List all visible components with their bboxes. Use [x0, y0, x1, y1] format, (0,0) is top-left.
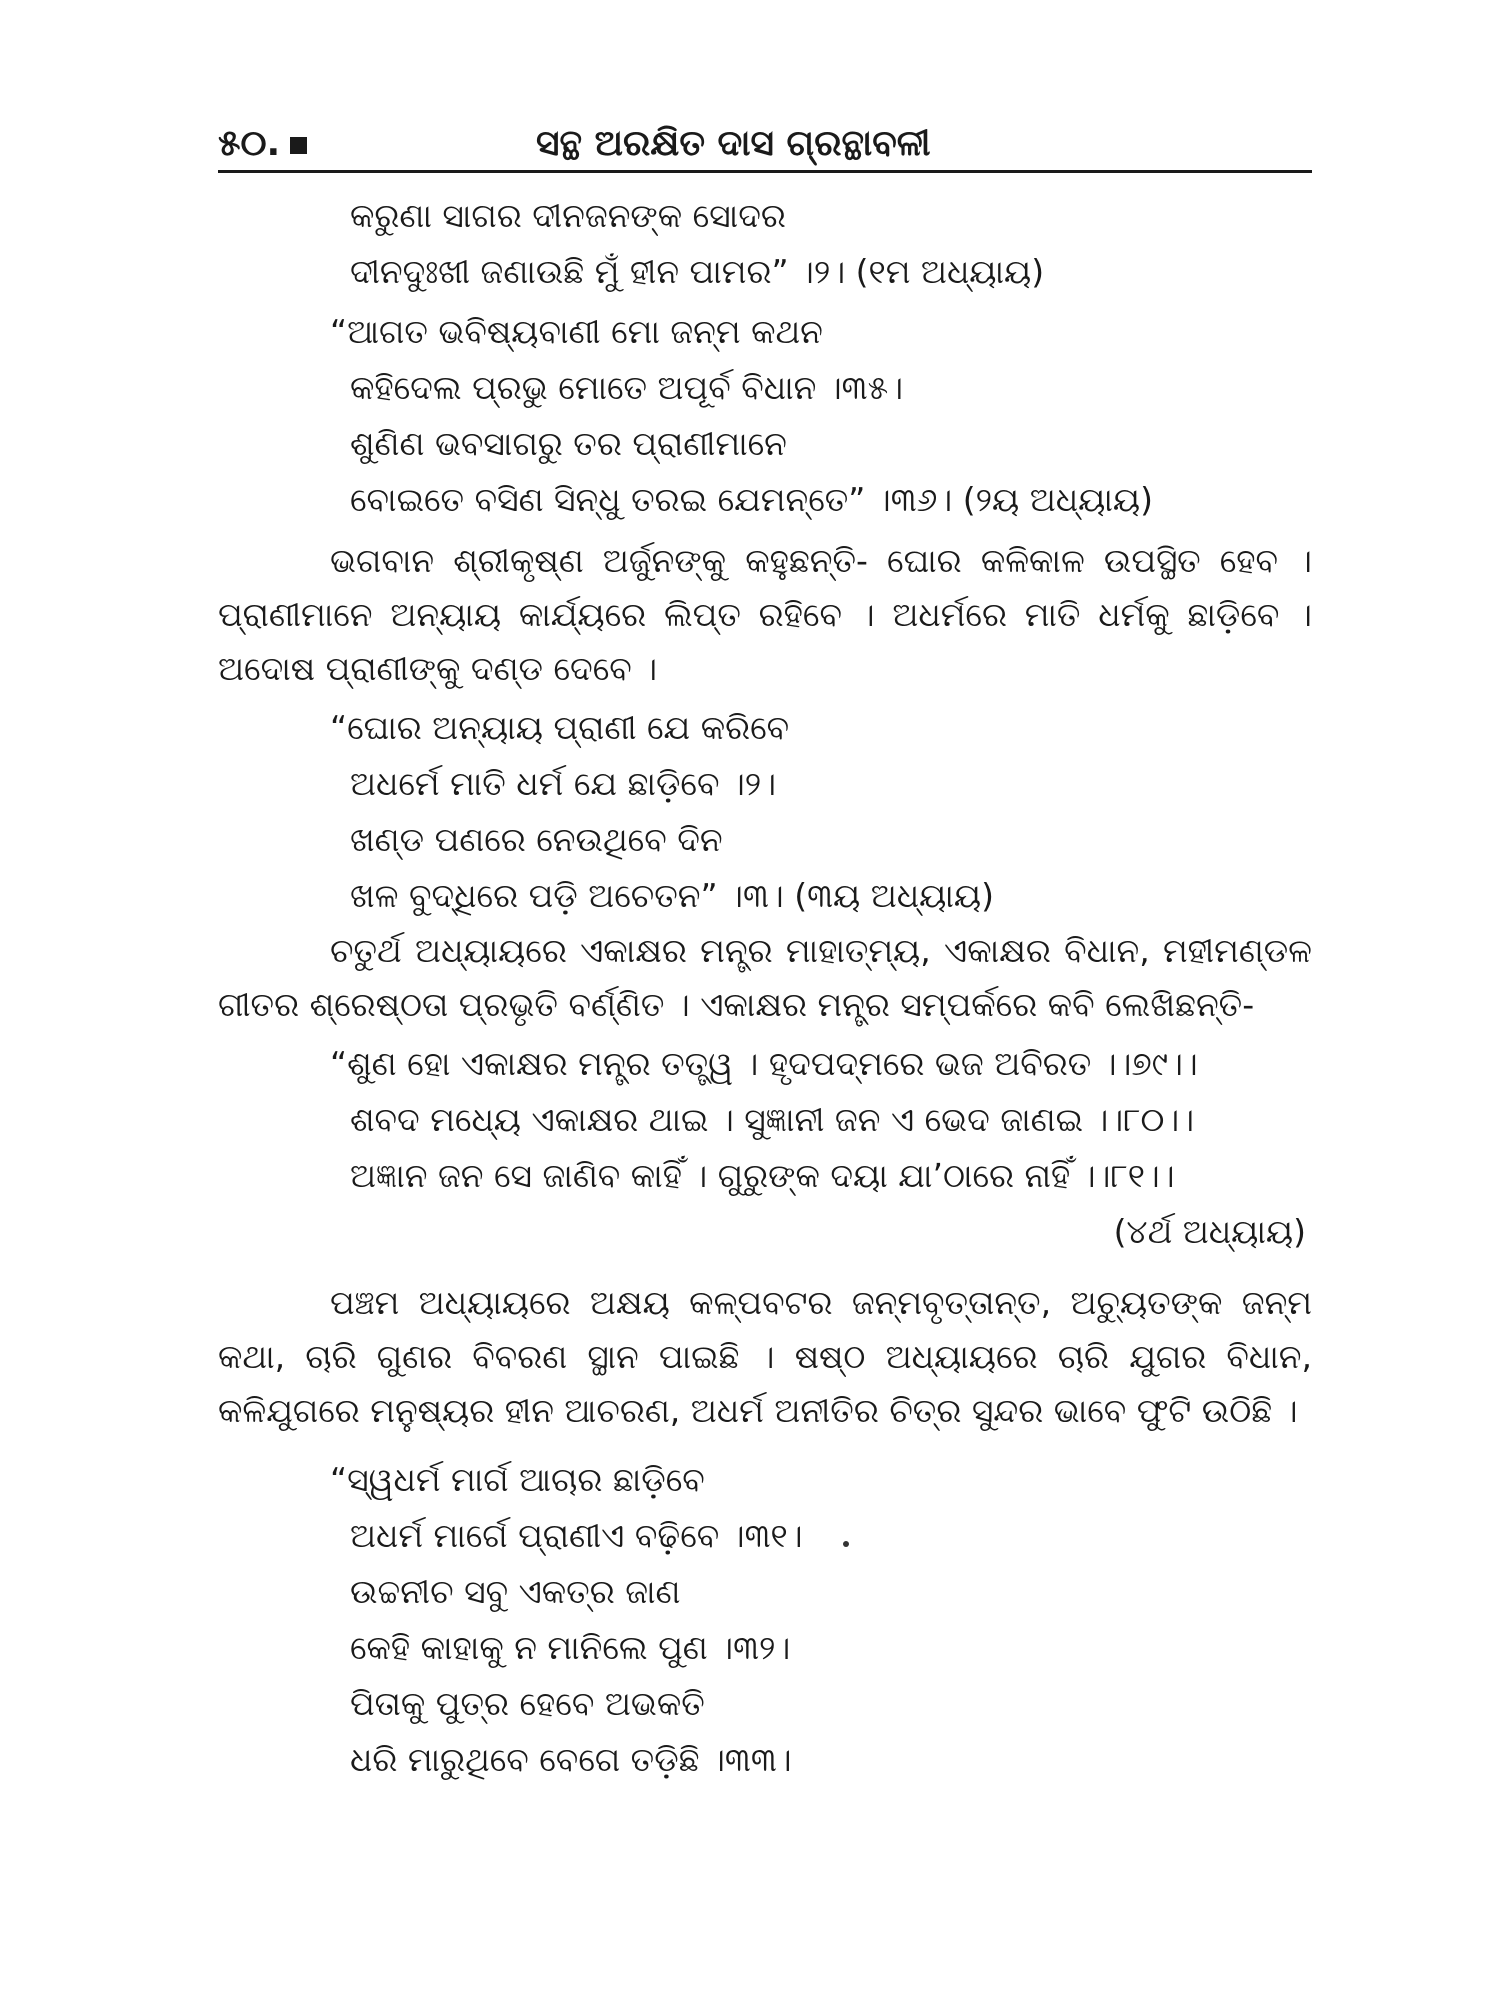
- verse-line: “ଶୁଣ ହୋ ଏକାକ୍ଷର ମନ୍ତ୍ର ତତ୍ତ୍ୱ । ହୃଦପଦ୍ମରେ ଭଜ ଅବିରତ ।।୭୯।।: [330, 1044, 1198, 1083]
- verse-line: ଅଧର୍ମେ ମାତି ଧର୍ମ ଯେ ଛାଡ଼ିବେ ।୨।: [350, 764, 777, 803]
- page-number-text: ୫୦.: [218, 123, 281, 164]
- verse-line: କେହି କାହାକୁ ନ ମାନିଲେ ପୁଣ ।୩୨।: [350, 1628, 791, 1667]
- print-speck: [843, 1541, 849, 1547]
- verse-block-3: [218, 700, 1312, 924]
- page-content: [218, 188, 1312, 1788]
- verse-line: ଖଣ୍ଡ ପଣରେ ନେଉଥିବେ ଦିନ: [350, 820, 723, 859]
- verse-line: ଧରି ମାରୁଥିବେ ବେଗେ ତଡ଼ିଛି ।୩୩।: [350, 1740, 792, 1779]
- verse-line: ଦୀନଦୁଃଖୀ ଜଣାଉଛି ମୁଁ ହୀନ ପାମର” ।୨। (୧ମ ଅଧ୍ୟାୟ): [350, 252, 1045, 291]
- verse-block-2: [218, 304, 1312, 528]
- running-title: ସନ୍ଥ ଅରକ୍ଷିତ ଦାସ ଗ୍ରନ୍ଥାବଳୀ: [536, 123, 931, 164]
- paragraph-1: ଭଗବାନ ଶ୍ରୀକୃଷ୍ଣ ଅର୍ଜୁନଙ୍କୁ କହୁଛନ୍ତି- ଘୋର କଳିକାଳ ଉପସ୍ଥିତ ହେବ । ପ୍ରାଣୀମାନେ ଅନ୍ୟାୟ କାର୍ଯ୍ୟରେ ଲିପ୍ତ ରହିବେ । ଅଧର୍ମରେ ମାତି ଧର୍ମକୁ ଛାଡ଼ିବେ । ଅଦୋଷ ପ୍ରାଣୀଙ୍କୁ ଦଣ୍ଡ ଦେବେ ।: [218, 541, 1312, 688]
- verse-line: “ଘୋର ଅନ୍ୟାୟ ପ୍ରାଣୀ ଯେ କରିବେ: [330, 708, 790, 747]
- verse-line: “ଆଗତ ଭବିଷ୍ୟବାଣୀ ମୋ ଜନ୍ମ କଥନ: [330, 312, 823, 351]
- verse-line: ଶବଦ ମଧ୍ୟେ ଏକାକ୍ଷର ଥାଇ । ସୁଜ୍ଞାନୀ ଜନ ଏ ଭେଦ ଜାଣଇ ।।୮୦।।: [350, 1100, 1195, 1139]
- paragraph-2: ଚତୁର୍ଥ ଅଧ୍ୟାୟରେ ଏକାକ୍ଷର ମନ୍ତ୍ର ମାହାତ୍ମ୍ୟ, ଏକାକ୍ଷର ବିଧାନ, ମହୀମଣ୍ଡଳ ଗୀତର ଶ୍ରେଷ୍ଠତା ପ୍ରଭୃତି ବର୍ଣ୍ଣିତ । ଏକାକ୍ଷର ମନ୍ତ୍ର ସମ୍ପର୍କରେ କବି ଲେଖିଛନ୍ତି-: [218, 931, 1312, 1024]
- verse-line: ବୋଇତେ ବସିଣ ସିନ୍ଧୁ ତରଇ ଯେମନ୍ତେ” ।୩୬। (୨ୟ ଅଧ୍ୟାୟ): [350, 480, 1153, 519]
- page-number: [218, 120, 307, 168]
- chapter-reference: (୪ର୍ଥ ଅଧ୍ୟାୟ): [1113, 1212, 1306, 1251]
- verse-line: କହିଦେଲ ପ୍ରଭୁ ମୋତେ ଅପୂର୍ବ ବିଧାନ ।୩୫।: [350, 368, 904, 407]
- verse-line: ଅଜ୍ଞାନ ଜନ ସେ ଜାଣିବ କାହିଁ । ଗୁରୁଙ୍କ ଦୟା ଯା’ଠାରେ ନାହିଁ ।।୮୧।।: [350, 1156, 1175, 1195]
- verse-line: ପିତାକୁ ପୁତ୍ର ହେବେ ଅଭକତି: [350, 1684, 705, 1723]
- verse-line: କରୁଣା ସାଗର ଦୀନଜନଙ୍କ ସୋଦର: [350, 196, 786, 235]
- square-bullet-icon: [290, 137, 307, 154]
- verse-block-1: [218, 188, 1312, 300]
- verse-line: ଅଧର୍ମ ମାର୍ଗେ ପ୍ରାଣୀଏ ବଢ଼ିବେ ।୩୧।: [350, 1516, 803, 1555]
- verse-line: ଖଳ ବୁଦ୍ଧିରେ ପଡ଼ି ଅଚେତନ” ।୩। (୩ୟ ଅଧ୍ୟାୟ): [350, 876, 994, 915]
- verse-line: ଉଚ୍ଚନୀଚ ସବୁ ଏକତ୍ର ଜାଣ: [350, 1572, 681, 1611]
- verse-line: ଶୁଣିଣ ଭବସାଗରୁ ତର ପ୍ରାଣୀମାନେ: [350, 424, 787, 463]
- verse-line: “ସ୍ୱଧର୍ମ ମାର୍ଗ ଆଚାର ଛାଡ଼ିବେ: [330, 1460, 705, 1499]
- verse-block-4: [218, 1036, 1312, 1260]
- paragraph-3: ପଞ୍ଚମ ଅଧ୍ୟାୟରେ ଅକ୍ଷୟ କଳ୍ପବଟର ଜନ୍ମବୃତ୍ତାନ୍ତ, ଅଚ୍ୟୁତଙ୍କ ଜନ୍ମ କଥା, ଚାରି ଗୁଣର ବିବରଣ ସ୍ଥାନ ପାଇଛି । ଷଷ୍ଠ ଅଧ୍ୟାୟରେ ଚାରି ଯୁଗର ବିଧାନ, କଳିଯୁଗରେ ମନୁଷ୍ୟର ହୀନ ଆଚରଣ, ଅଧର୍ମ ଅନୀତିର ଚିତ୍ର ସୁନ୍ଦର ଭାବେ ଫୁଟି ଉଠିଛି ।: [218, 1283, 1312, 1430]
- page-header: [218, 118, 1312, 174]
- verse-block-5: [218, 1452, 1312, 1788]
- header-rule: [218, 170, 1312, 173]
